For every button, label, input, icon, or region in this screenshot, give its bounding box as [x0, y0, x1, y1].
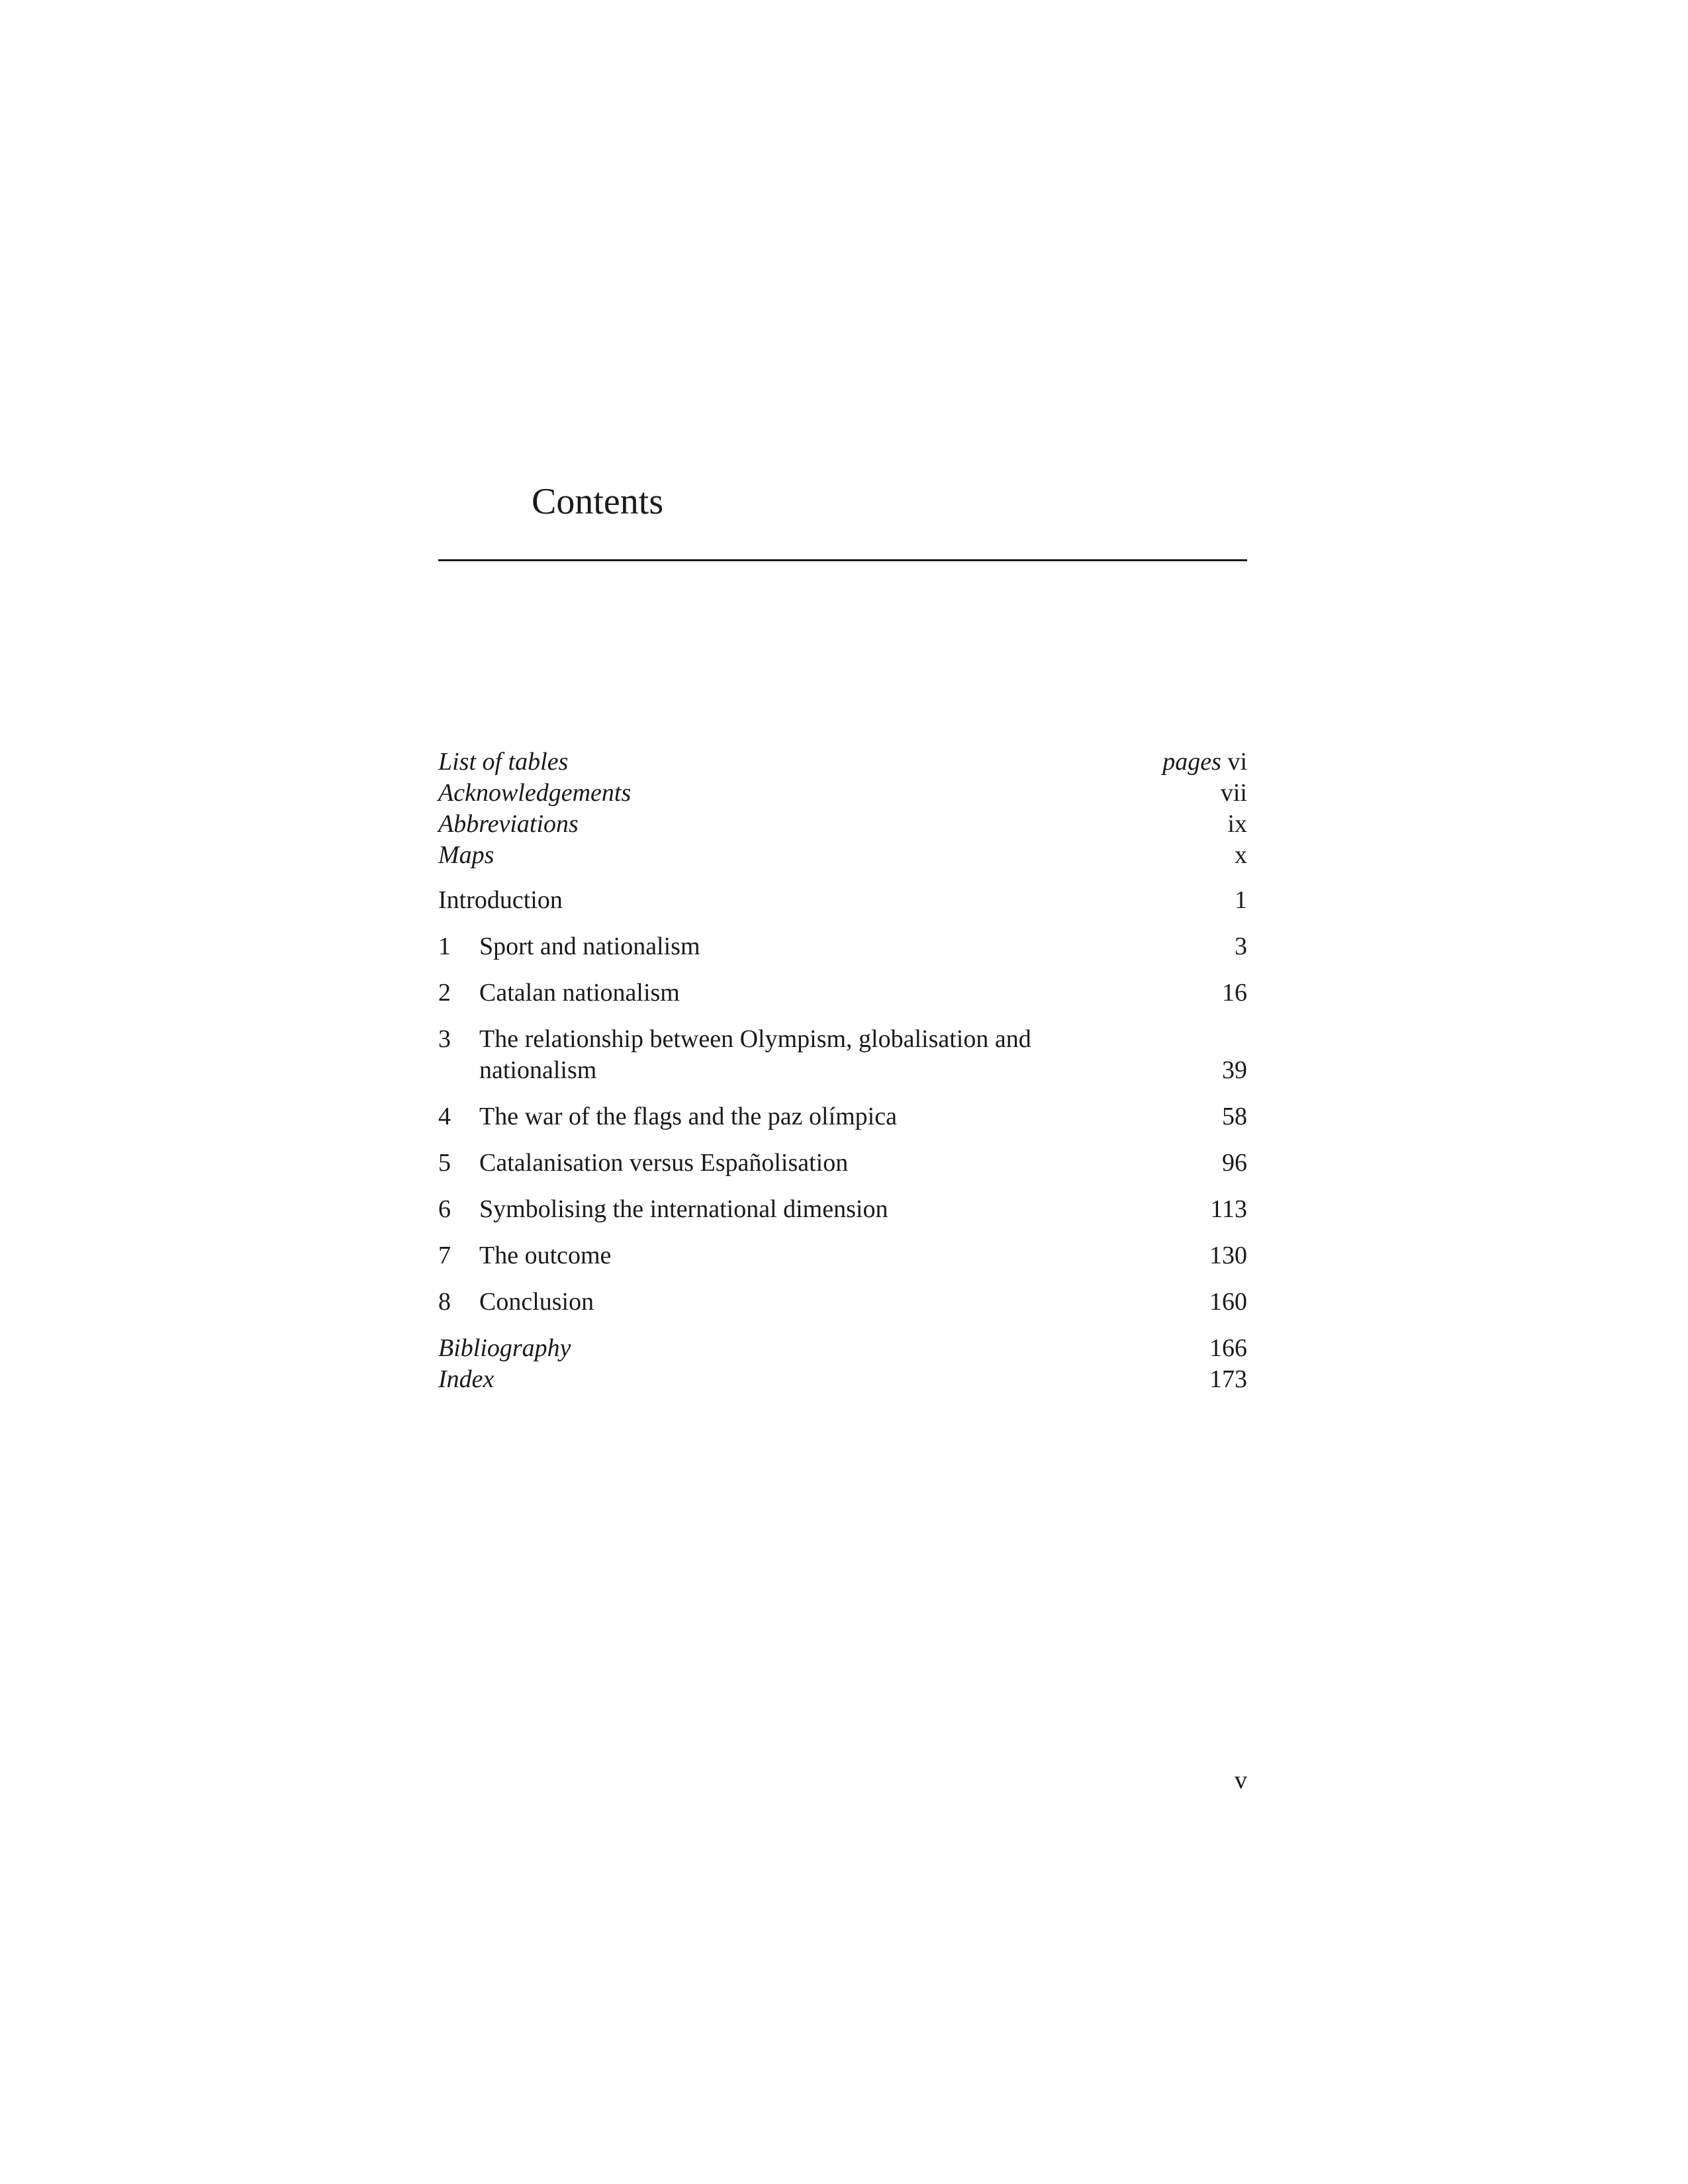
back-matter-list [438, 1333, 1247, 1395]
chapter-page: 113 [1210, 1195, 1247, 1223]
toc-entry-page: vii [1220, 779, 1247, 807]
toc-entry-chapter-1[interactable] [438, 931, 1247, 962]
page-number: vi [1227, 748, 1247, 776]
toc-entry-label: Abbreviations [438, 810, 579, 838]
chapter-title: Introduction [438, 886, 563, 914]
pages-prefix: pages [1162, 748, 1221, 776]
folio-page-number: v [1235, 1766, 1247, 1794]
chapter-title: Sport and nationalism [479, 933, 700, 960]
toc-entry-list-of-tables[interactable] [438, 747, 1247, 778]
chapter-number: 3 [438, 1025, 451, 1053]
toc-entry-page: ix [1227, 810, 1247, 838]
chapter-number: 7 [438, 1242, 451, 1269]
page-title: Contents [532, 481, 664, 522]
chapter-title: Conclusion [479, 1288, 594, 1316]
title-divider [438, 559, 1247, 561]
toc-entry-label: Bibliography [438, 1334, 571, 1362]
toc-entry-label: Maps [438, 841, 494, 869]
toc-entry-label: List of tables [438, 748, 569, 776]
chapter-page: 39 [1222, 1056, 1247, 1084]
toc-entry-page: 173 [1209, 1365, 1247, 1393]
toc-entry-abbreviations[interactable] [438, 809, 1247, 840]
chapter-number: 8 [438, 1288, 451, 1316]
chapter-title: The relationship between Olympism, globalisation and nationalism [479, 1025, 1031, 1084]
chapter-title: The outcome [479, 1242, 612, 1269]
toc-entry-chapter-5[interactable] [438, 1148, 1247, 1179]
chapter-title: The war of the flags and the paz olímpica [479, 1103, 897, 1130]
chapter-title: Catalan nationalism [479, 979, 680, 1007]
chapter-page: 130 [1209, 1242, 1247, 1269]
chapter-number: 4 [438, 1103, 451, 1130]
toc-entry-page: 166 [1209, 1334, 1247, 1362]
chapter-page: 3 [1235, 933, 1247, 960]
toc-entry-maps[interactable] [438, 840, 1247, 871]
chapter-list [438, 885, 1247, 1318]
toc-entry-label: Index [438, 1365, 494, 1393]
toc-entry-chapter-3[interactable] [438, 1024, 1247, 1086]
chapter-title: Catalanisation versus Españolisation [479, 1149, 849, 1177]
front-matter-list [438, 747, 1247, 871]
toc-entry-page [1162, 747, 1247, 778]
toc-entry-bibliography[interactable] [438, 1333, 1247, 1364]
chapter-number: 5 [438, 1149, 451, 1177]
chapter-number: 6 [438, 1195, 451, 1223]
toc-entry-page: x [1235, 841, 1247, 869]
toc-entry-chapter-7[interactable] [438, 1240, 1247, 1271]
toc-entry-chapter-8[interactable] [438, 1287, 1247, 1318]
toc-entry-chapter-4[interactable] [438, 1101, 1247, 1132]
toc-entry-chapter-2[interactable] [438, 978, 1247, 1009]
chapter-number: 1 [438, 933, 451, 960]
toc-entry-index[interactable] [438, 1364, 1247, 1395]
chapter-page: 16 [1222, 979, 1247, 1007]
toc-entry-acknowledgements[interactable] [438, 778, 1247, 809]
table-of-contents [438, 747, 1247, 1395]
chapter-number: 2 [438, 979, 451, 1007]
toc-entry-introduction[interactable] [438, 885, 1247, 916]
chapter-page: 160 [1209, 1288, 1247, 1316]
chapter-title: Symbolising the international dimension [479, 1195, 888, 1223]
chapter-page: 58 [1222, 1103, 1247, 1130]
toc-entry-chapter-6[interactable] [438, 1194, 1247, 1225]
chapter-page: 1 [1235, 886, 1247, 914]
chapter-page: 96 [1222, 1149, 1247, 1177]
toc-entry-label: Acknowledgements [438, 779, 632, 807]
